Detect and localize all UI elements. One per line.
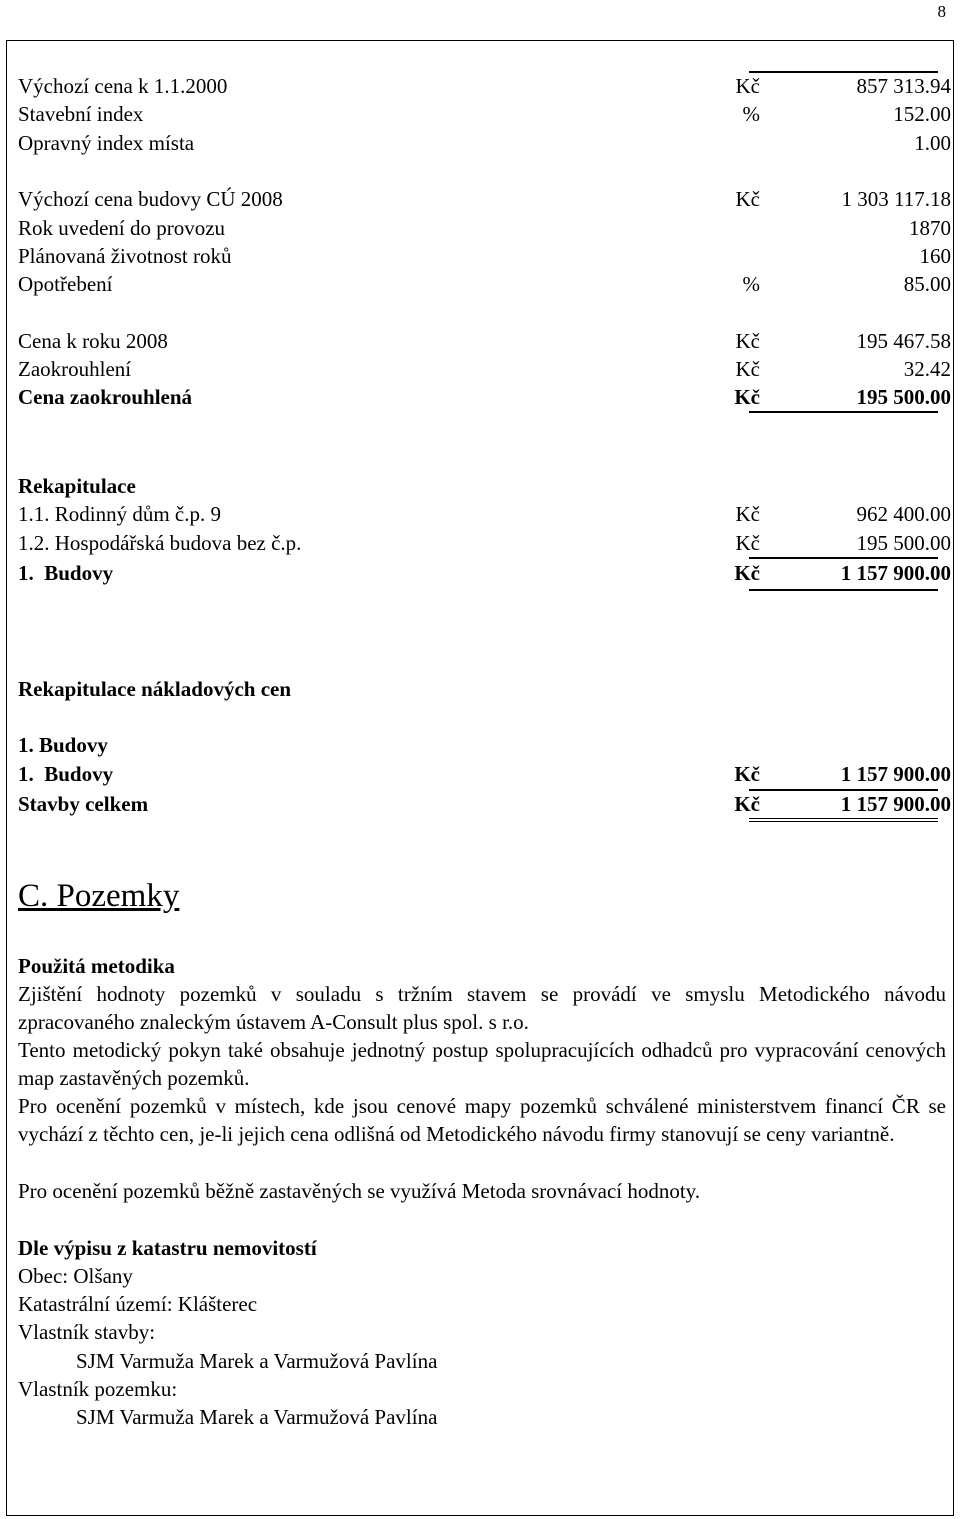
- row-label: Výchozí cena budovy CÚ 2008: [18, 187, 283, 211]
- row-label: Rok uvedení do provozu: [18, 216, 226, 240]
- method-title: Použitá metodika: [18, 954, 175, 978]
- row-value: 857 313.94: [856, 74, 951, 98]
- row-label: Plánovaná životnost roků: [18, 244, 232, 268]
- cadastre-title: Dle výpisu z katastru nemovitostí: [18, 1236, 317, 1260]
- recap-title: Rekapitulace: [18, 474, 136, 498]
- valuation-row: [18, 100, 951, 128]
- valuation-row: [18, 214, 951, 242]
- row-label: Stavby celkem: [18, 792, 149, 816]
- cost-recap-row-total: [18, 790, 951, 818]
- row-unit: Kč: [735, 531, 760, 555]
- cost-recap-title: Rekapitulace nákladových cen: [18, 677, 292, 701]
- row-label: 1.1. Rodinný dům č.p. 9: [18, 502, 221, 526]
- valuation-row: [18, 129, 951, 157]
- method-paragraph: Tento metodický pokyn také obsahuje jednotný postup spolupracujících odhadců pro vypracování cenových map zastavěných pozemků.: [18, 1038, 946, 1090]
- method-paragraph: Pro ocenění pozemků v místech, kde jsou cenové mapy pozemků schválené ministerstvem financí ČR se vychází z těchto cen, je-li jejich cena odlišná od Metodického návodu firmy stanovují se ceny variantně.: [18, 1094, 946, 1146]
- building-owner-label: Vlastník stavby:: [18, 1320, 156, 1344]
- row-label: Opravný index místa: [18, 131, 195, 155]
- row-label: Cena k roku 2008: [18, 329, 168, 353]
- row-label: Cena zaokrouhlená: [18, 385, 193, 409]
- row-unit: Kč: [734, 762, 760, 786]
- row-unit: Kč: [735, 357, 760, 381]
- total-underline: [749, 411, 938, 413]
- row-unit: Kč: [735, 187, 760, 211]
- cost-recap-subtitle: 1. Budovy: [18, 733, 108, 757]
- recap-total-underline: [749, 589, 938, 591]
- land-owner: SJM Varmuža Marek a Varmužová Pavlína: [76, 1405, 438, 1429]
- cadastral-area: Katastrální území: Klášterec: [18, 1292, 258, 1316]
- row-value: 1870: [909, 216, 951, 240]
- row-value: 1 157 900.00: [840, 792, 951, 816]
- row-value: 32.42: [903, 357, 951, 381]
- row-value: 1.00: [914, 131, 951, 155]
- cost-recap-row: [18, 760, 951, 788]
- row-unit: Kč: [735, 502, 760, 526]
- row-label: 1.2. Hospodářská budova bez č.p.: [18, 531, 302, 555]
- row-label: 1. Budovy: [18, 762, 114, 786]
- row-value: 195 500.00: [856, 385, 951, 409]
- row-unit: %: [742, 102, 760, 126]
- row-label: Výchozí cena k 1.1.2000: [18, 74, 228, 98]
- row-label: Stavební index: [18, 102, 144, 126]
- valuation-row-total: [18, 383, 951, 411]
- row-unit: Kč: [734, 385, 760, 409]
- row-label: Opotřebení: [18, 272, 113, 296]
- recap-row: [18, 529, 951, 557]
- row-value: 152.00: [893, 102, 951, 126]
- valuation-row: [18, 185, 951, 213]
- valuation-row: [18, 327, 951, 355]
- recap-row: [18, 500, 951, 528]
- method-paragraph: Pro ocenění pozemků běžně zastavěných se využívá Metoda srovnávací hodnoty.: [18, 1179, 701, 1203]
- row-unit: Kč: [734, 561, 760, 585]
- row-value: 1 303 117.18: [841, 187, 951, 211]
- page-number: 8: [937, 2, 946, 21]
- valuation-row: [18, 355, 951, 383]
- row-unit: Kč: [735, 74, 760, 98]
- land-owner-label: Vlastník pozemku:: [18, 1377, 178, 1401]
- valuation-row: [18, 270, 951, 298]
- recap-row-total: [18, 559, 951, 587]
- row-unit: Kč: [734, 792, 760, 816]
- building-owner: SJM Varmuža Marek a Varmužová Pavlína: [76, 1349, 438, 1373]
- row-value: 962 400.00: [856, 502, 951, 526]
- row-value: 1 157 900.00: [840, 561, 951, 585]
- row-value: 195 467.58: [856, 329, 951, 353]
- municipality: Obec: Olšany: [18, 1264, 133, 1288]
- row-label: Zaokrouhlení: [18, 357, 132, 381]
- land-section-title: C. Pozemky: [18, 878, 180, 914]
- row-label: 1. Budovy: [18, 561, 114, 585]
- valuation-row: [18, 242, 951, 270]
- row-value: 1 157 900.00: [840, 762, 951, 786]
- valuation-row: [18, 72, 951, 100]
- row-unit: %: [742, 272, 760, 296]
- cost-recap-double-underline: [749, 818, 938, 822]
- method-paragraph: Zjištění hodnoty pozemků v souladu s tržním stavem se provádí ve smyslu Metodického návodu zpracovaného znaleckým ústavem A-Consult plus spol. s r.o.: [18, 982, 946, 1034]
- row-value: 195 500.00: [856, 531, 951, 555]
- row-unit: Kč: [735, 329, 760, 353]
- row-value: 85.00: [903, 272, 951, 296]
- row-value: 160: [919, 244, 951, 268]
